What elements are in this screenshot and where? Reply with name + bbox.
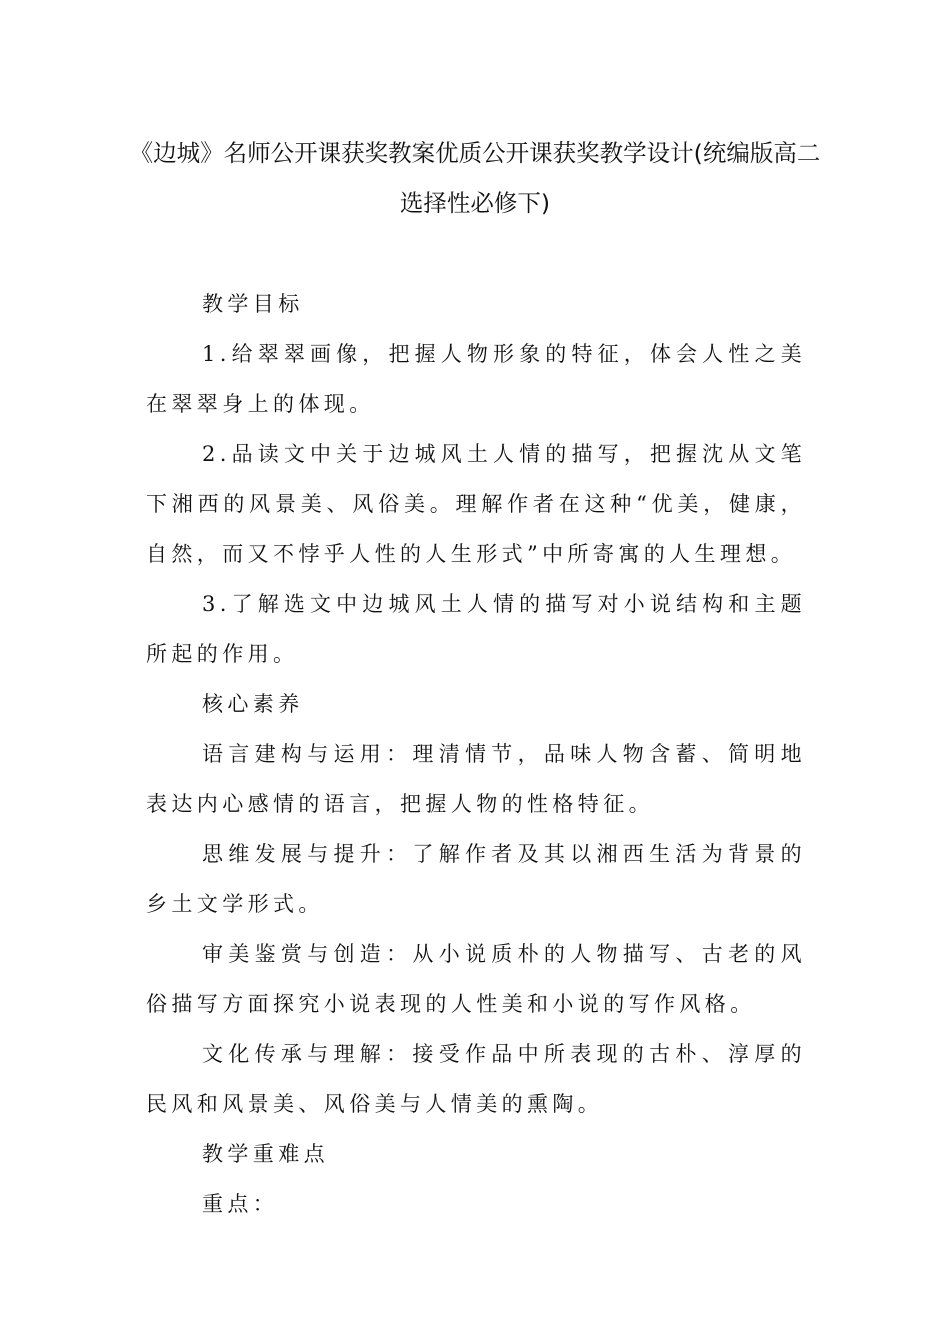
goal-paragraph-2: 2.品读文中关于边城风土人情的描写，把握沈从文笔下湘西的风景美、风俗美。理解作者在这种“优美，健康，自然，而又不悖乎人性的人生形式”中所寄寓的人生理想。	[146, 442, 806, 566]
key-points-label: 重点：	[202, 1192, 279, 1216]
section-heading-teaching-goals: 教学目标	[202, 292, 304, 316]
section-heading-core-literacy: 核心素养	[202, 692, 304, 716]
literacy-paragraph-language: 语言建构与运用：理清情节，品味人物含蓄、简明地表达内心感情的语言，把握人物的性格特征。	[146, 742, 806, 816]
literacy-paragraph-thinking: 思维发展与提升：了解作者及其以湘西生活为背景的乡土文学形式。	[146, 842, 806, 916]
goal-paragraph-3: 3.了解选文中边城风土人情的描写对小说结构和主题所起的作用。	[146, 592, 806, 666]
document-body	[146, 279, 806, 1229]
literacy-paragraph-culture: 文化传承与理解：接受作品中所表现的古朴、淳厚的民风和风景美、风俗美与人情美的熏陶。	[146, 1042, 806, 1116]
document-title: 《边城》名师公开课获奖教案优质公开课获奖教学设计(统编版高二选择性必修下)	[129, 139, 821, 217]
literacy-paragraph-aesthetics: 审美鉴赏与创造：从小说质朴的人物描写、古老的风俗描写方面探究小说表现的人性美和小说的写作风格。	[146, 942, 806, 1016]
section-heading-key-difficult-points: 教学重难点	[202, 1142, 329, 1166]
goal-paragraph-1: 1.给翠翠画像，把握人物形象的特征，体会人性之美在翠翠身上的体现。	[146, 342, 806, 416]
